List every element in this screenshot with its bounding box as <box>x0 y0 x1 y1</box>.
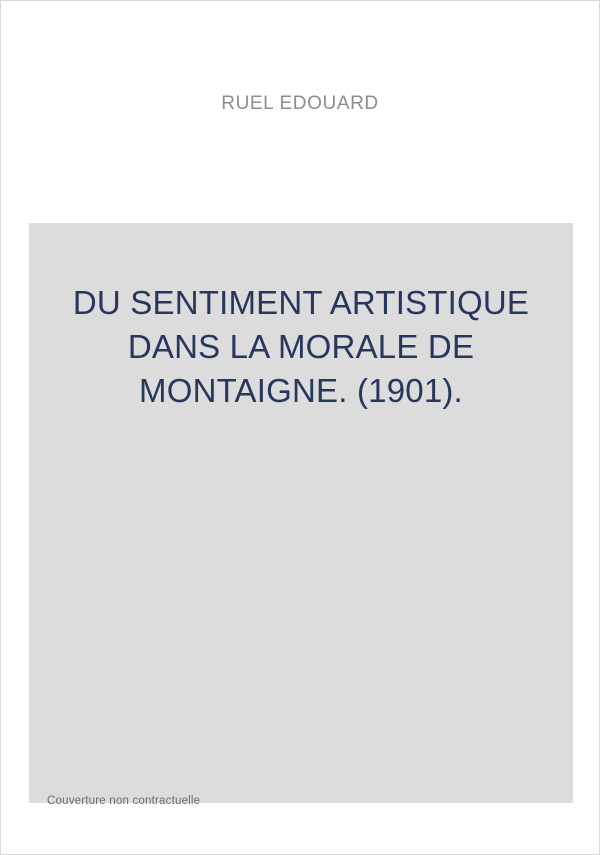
author-name: RUEL EDOUARD <box>221 93 379 114</box>
book-title: DU SENTIMENT ARTISTIQUE DANS LA MORALE DE MONTAIGNE. (1901). <box>72 284 530 409</box>
cover-disclaimer: Couverture non contractuelle <box>47 795 201 807</box>
title-panel <box>29 223 573 803</box>
